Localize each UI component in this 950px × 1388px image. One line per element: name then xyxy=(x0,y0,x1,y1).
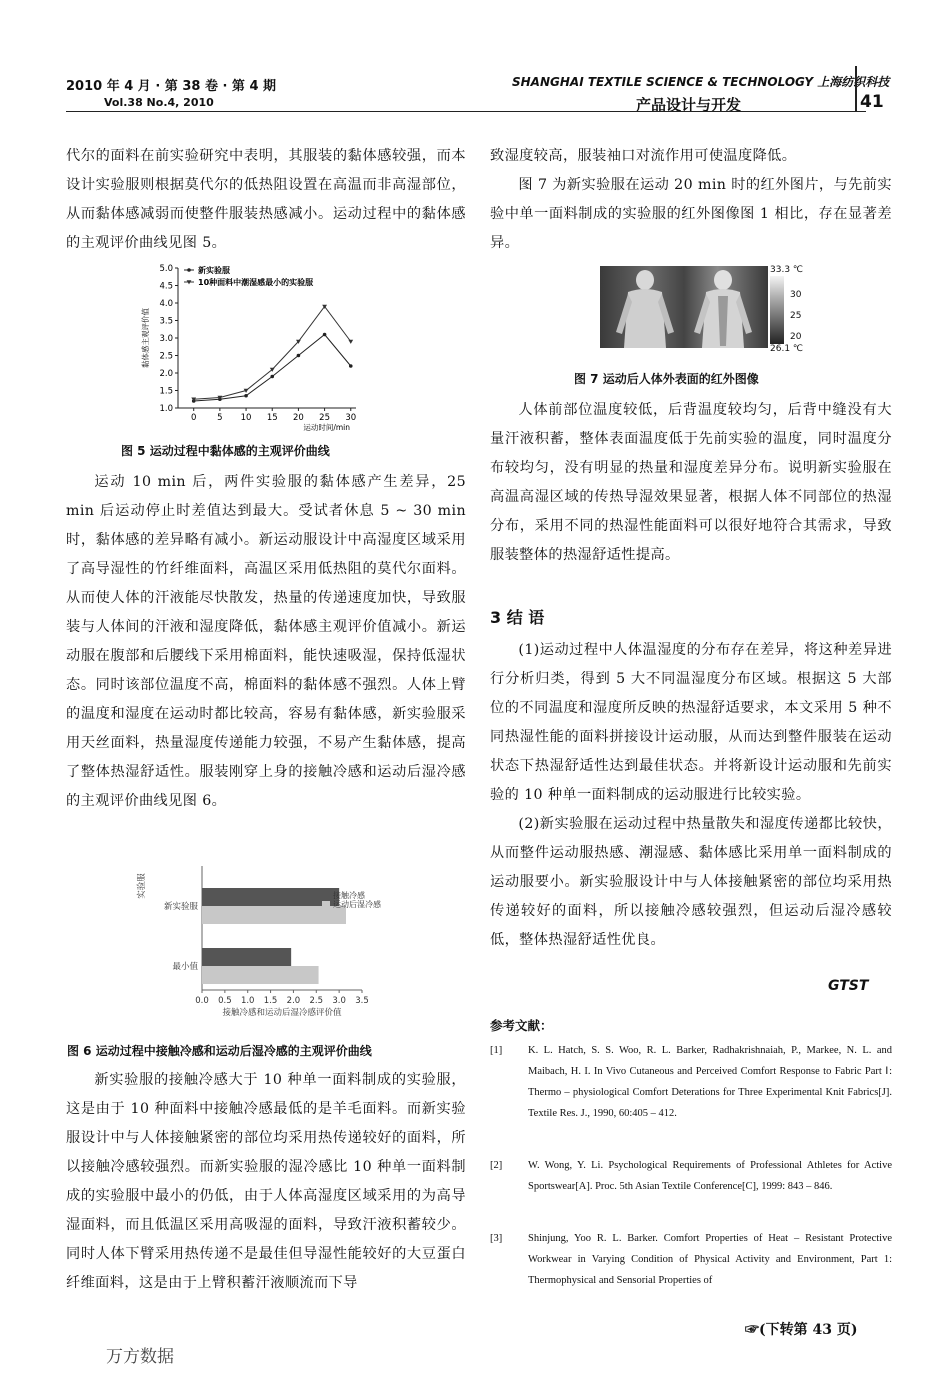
body-silhouettes xyxy=(600,266,768,348)
left-column-middle xyxy=(66,468,466,816)
reference-number: [1] xyxy=(490,1045,503,1056)
y-tick-label: 4.5 xyxy=(159,281,173,292)
x-tick-label: 2.0 xyxy=(286,996,301,1006)
y-tick-label: 1.0 xyxy=(159,404,173,414)
bar xyxy=(202,966,319,984)
x-tick-label: 20 xyxy=(292,413,304,423)
legend-label: 运动后湿冷感 xyxy=(333,900,381,909)
data-point xyxy=(270,375,274,379)
reference-item xyxy=(490,1228,892,1291)
reference-text: Shinjung, Yoo R. L. Barker. Comfort Properties of Heat – Resistant Protective Workwear in Varying Condition of Physical Activity and Environment, Part 1: Thermophysical and Sensorial Properties of xyxy=(528,1233,892,1286)
reference-number: [2] xyxy=(490,1160,503,1171)
data-point xyxy=(244,394,248,398)
footer-watermark: 万方数据 xyxy=(106,1347,174,1367)
reference-text: K. L. Hatch, S. S. Woo, R. L. Barker, Radhakrishnaiah, P., Markee, N. L. and Maibach, H. I. In Vivo Cutaneous and Perceived Comfort Response to Fabric Part Ⅰ: Thermo – physiological Comfort Deterations for Three Experimental Knit Fabrics[J]. Textile Res. J., 1990, 60:405 – 412. xyxy=(528,1045,892,1119)
fig6-bar-chart xyxy=(130,858,430,1028)
legend-swatch xyxy=(322,901,330,907)
x-tick-label: 3.5 xyxy=(355,996,369,1006)
left-column-bottom xyxy=(66,1066,466,1298)
category-label: 新实验服 xyxy=(163,902,198,912)
fig6-marks xyxy=(202,888,381,984)
x-tick-label: 0.5 xyxy=(218,996,232,1006)
scale-label-30: 30 xyxy=(790,290,802,300)
continued-note: ☞(下转第 43 页) xyxy=(745,1322,858,1338)
y-tick-label: 2.0 xyxy=(159,369,173,379)
legend-label: 接触冷感 xyxy=(333,891,365,900)
y-tick-label: 1.5 xyxy=(159,386,173,397)
y-tick-label: 2.5 xyxy=(159,351,173,362)
legend-swatch xyxy=(322,892,330,898)
category-label: 最小值 xyxy=(172,962,198,972)
legend-label: 10种面料中潮湿感最小的实验服 xyxy=(198,278,314,287)
x-tick-label: 1.0 xyxy=(240,996,255,1006)
reference-text: W. Wong, Y. Li. Psychological Requirements of Professional Athletes for Active Sportswear[A]. Proc. 5th Asian Textile Conference[C], 1999: 843 – 846. xyxy=(528,1160,892,1192)
temperature-scale-bar xyxy=(770,276,784,344)
x-tick-label: 1.5 xyxy=(263,996,278,1006)
x-tick-label: 25 xyxy=(319,413,331,423)
header-rule xyxy=(66,111,866,112)
y-tick-label: 5.0 xyxy=(159,264,173,274)
fig5-caption: 图 5 运动过程中黏体感的主观评价曲线 xyxy=(121,444,330,458)
data-point xyxy=(348,340,353,344)
journal-volume: Vol.38 No.4, 2010 xyxy=(104,96,214,109)
y-tick-label: 3.5 xyxy=(159,316,173,327)
legend-marker xyxy=(187,268,191,272)
x-tick-label: 0.0 xyxy=(195,996,209,1006)
data-point xyxy=(297,354,301,358)
y-tick-label: 3.0 xyxy=(159,334,173,344)
reference-item xyxy=(490,1155,892,1197)
reference-number: [3] xyxy=(490,1233,503,1244)
page-number: 41 xyxy=(860,92,884,112)
section-heading: 3 结 语 xyxy=(490,608,545,627)
x-axis-label: 接触冷感和运动后湿冷感评价值 xyxy=(222,1008,342,1018)
legend-label: 新实验服 xyxy=(198,266,230,275)
paragraph: 致湿度较高，服装袖口对流作用可使温度降低。 xyxy=(490,148,797,164)
x-tick-label: 0 xyxy=(190,413,197,423)
scale-min-label: 26.1 ℃ xyxy=(770,344,804,354)
fig6-caption: 图 6 运动过程中接触冷感和运动后湿冷感的主观评价曲线 xyxy=(67,1044,372,1058)
y-tick-label: 4.0 xyxy=(159,299,173,309)
y-axis-label: 实验服 xyxy=(137,873,147,899)
header-divider xyxy=(855,66,857,112)
fig5-marks xyxy=(184,265,353,403)
scale-label-25: 25 xyxy=(790,311,802,321)
bar xyxy=(202,948,291,966)
y-axis-label: 黏体感主观评价值 xyxy=(141,308,150,368)
paragraph: 人体前部位温度较低，后背温度较均匀，后背中缝没有大量汗液积蓄，整体表面温度低于先前实验的温度，同时温度分布较均匀，没有明显的热量和湿度差异分布。说明新实验服在高温高湿区域的传热导湿效果显著，根据人体不同部位的热湿分布，采用不同的热湿性能面料可以很好地符合其需求，导致服装整体的热湿舒适性提高。 xyxy=(490,402,892,563)
data-point xyxy=(323,333,327,337)
left-column-top xyxy=(66,142,466,258)
scale-max-label: 33.3 ℃ xyxy=(770,265,804,275)
paragraph: 图 7 为新实验服在运动 20 min 时的红外图片，与先前实验中单一面料制成的实验服的红外图像图 1 相比，存在显著差异。 xyxy=(490,177,892,251)
paragraph: (2)新实验服在运动过程中热量散失和湿度传递都比较快，从而整件运动服热感、潮湿感、黏体感比采用单一面料制成的运动服要小。新实验服设计中与人体接触紧密的部位均采用热传递较好的面料，所以接触冷感较强烈，但运动后湿冷感较低，整体热湿舒适性优良。 xyxy=(490,816,892,948)
scale-label-20: 20 xyxy=(790,332,802,342)
journal-issue: 2010 年 4 月 · 第 38 卷 · 第 4 期 xyxy=(66,79,277,94)
x-tick-label: 2.5 xyxy=(309,996,324,1006)
paragraph: 代尔的面料在前实验研究中表明，其服装的黏体感较强，而本设计实验服则根据莫代尔的低热阻设置在高温而非高湿部位，从而黏体感减弱而使整件服装热感减小。运动过程中的黏体感的主观评价曲线见图 5。 xyxy=(66,148,466,251)
fig7-caption: 图 7 运动后人体外表面的红外图像 xyxy=(574,372,759,386)
fig5-axes xyxy=(140,264,356,432)
journal-title: SHANGHAI TEXTILE SCIENCE & TECHNOLOGY 上海纺织科技 xyxy=(512,75,890,89)
x-tick-label: 10 xyxy=(240,413,252,423)
paragraph: 运动 10 min 后，两件实验服的黏体感产生差异，25 min 后运动停止时差值达到最大。受试者休息 5 ~ 30 min 时，黏体感的差异略有减小。新运动服设计中高湿度区域采用了高导湿性的竹纤维面料，高温区采用低热阻的莫代尔面料。从而使人体的汗液能尽快散发，热量的传递速度加快，导致服装与人体间的汗液和湿度降低，黏体感主观评价值减小。新运动服在腹部和后腰线下采用棉面料，能快速吸湿，保持低湿状态。同时该部位温度不高，棉面料的黏体感不强烈。人体上臂的温度和湿度在运动时都比较高，容易有黏体感，新实验服采用天丝面料，热量湿度传递能力较强，不易产生黏体感，提高了整体热湿舒适性。服装刚穿上身的接触冷感和运动后湿冷感的主观评价曲线见图 6。 xyxy=(66,474,466,809)
right-column-middle xyxy=(490,396,892,570)
x-tick-label: 5 xyxy=(217,413,223,423)
reference-item xyxy=(490,1040,892,1124)
data-point xyxy=(349,364,353,368)
fig5-line-chart xyxy=(140,256,380,436)
x-tick-label: 15 xyxy=(266,413,278,423)
fig7-infrared-image xyxy=(600,266,768,348)
right-column-conclusions xyxy=(490,636,892,955)
x-tick-label: 3.0 xyxy=(332,996,346,1006)
right-column-top xyxy=(490,142,892,258)
series-line xyxy=(194,307,351,400)
paragraph: 新实验服的接触冷感大于 10 种单一面料制成的实验服，这是由于 10 种面料中接触冷感最低的是羊毛面料。而新实验服设计中与人体接触紧密的部位均采用热传递较好的面料，所以接触冷感较强烈。而新实验服的湿冷感比 10 种单一面料制成的实验服中最小的仍低，由于人体高湿度区域采用的为高导湿面料，而且低温区采用高吸湿的面料，导致汗液积蓄较少。同时人体下臂采用热传递不是最佳但导湿性能较好的大豆蛋白纤维面料，这是由于上臂积蓄汗液顺流而下导 xyxy=(66,1072,466,1291)
bar xyxy=(202,906,346,924)
bar xyxy=(202,888,339,906)
journal-logo: GTST xyxy=(828,978,869,994)
x-tick-label: 30 xyxy=(345,413,357,423)
section-title: 产品设计与开发 xyxy=(636,96,742,114)
references-heading: 参考文献： xyxy=(490,1018,553,1033)
paragraph: (1)运动过程中人体温湿度的分布存在差异，将这种差异进行分析归类，得到 5 大不同温湿度分布区域。根据这 5 大部位的不同温度和湿度所反映的热湿舒适要求，本文采用 5 种不同热湿性能的面料拼接设计运动服，从而达到整件服装在运动状态下热湿舒适性达到最佳状态。并将新设计运动服和先前实验的 10 种单一面料制成的运动服进行比较实验。 xyxy=(490,642,892,803)
x-axis-label: 运动时间/min xyxy=(303,423,350,432)
